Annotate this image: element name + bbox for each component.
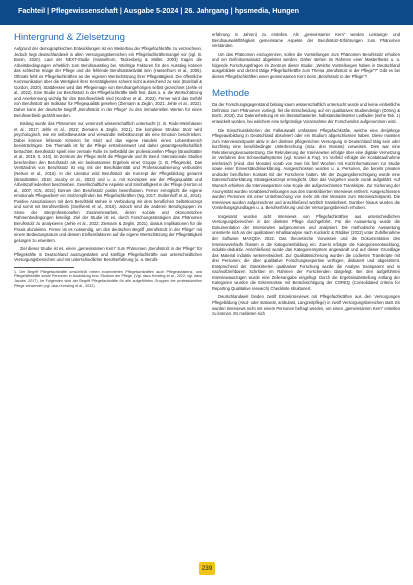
body-paragraph: Da der Forschungsgegenstand bislang kaum wissenschaftlich untersucht wurde und keine einheitliche Definition zum Phänomen vorliegt, fiel die Entscheidung auf ein qualitatives Studiendesign (Döring & Bortz, 2016). Zur Datenerhebung ist ein literaturbasierter, halbstandardisierter Leitfaden (siehe Tab. 1) entwickelt worden, bei welchem eine tiefgründige Vorannahme der Forschenden aufgenommen wird. (212, 102, 400, 125)
left-column (14, 32, 202, 288)
footnote: 1. Der Begriff Pflegefachkräfte umschließt neben examinierten Pflegefachkräften auch Pflegeassistenz- und Pflegehilfskräfte sowie Personen in Ausbildung bzw. Studium der Pflege. (Vgl. dazu Kersting et al., 2022; vgl. dazu Jacobs, 2017). Im Folgenden wird der Begriff Pflegefachkräfte für alle aufgeführten Gruppen der professionellen Pflege verwendet (vgl. dazu Kersting et al., 2022). (14, 269, 202, 288)
body-paragraph: Aufgrund der demographischen Entwicklungen ist ein Weiterbau der Pflegefachkräfte zu verzeichnen. Jedoch liegt deutschlandweit in allen Versorgungsbereichen ein Pflegefachkräftemangel vor (vgl. B. Bonin, 2020). Laut der NEXT-Studie (Hasselhorn, Tackenberg & Müller, 2003) tragen die Arbeitsbedingungen erheblich zum Berufsausstieg bei. Wichtige Faktoren für den Ausstieg können das schlechte Image der Pflege und die fehlende Berufsattraktivität sein (Hasselhorn et al., 2005). Oftmals fehlt es Pflegefachkräften an der eigenen Wertschätzung ihrer Pflegetätigkeit. Die öffentliche Kommunikation über die Wertigkeit ihrer Kerntätigkeiten scheint nicht ausreichend zu sein (Bomball & Gordon, 2020). Stattdessen wird das Pflegeimage von Berufsangehörigen selbst gezeichnet (Jehle et al., 2022). Eine Studie zur Berufsstolz in der Pflegefachkräfte stellt fest, dass u. a. die Wertschätzung und Anerkennung wichtig für den Berufsverbleib sind (Kordner et al., 2022). Ferner wird das Gefühl von Berufsstolz als Indikator für Pflegequalität gesehen (Ziemann & Zeglin, 2021; Jehle et al., 2022). Daher kann der deutsche Begriff „Berufsstolz in der Pflege“ zu den immateriellen Werten für einen Berufsverbleib gezählt werden. (14, 46, 202, 118)
body-paragraph: Um das Phänomen einzugrenzen, sollen die Vorstellungen zum Phänomen Berufsstolz erhoben und ein Definitionsansatz abgeleitet werden. Daher stehen im Rahmen einer Masterthesis u. a. folgende Forschungsfragen im Zentrum dieser Studie: „Welche Vorstellungen haben in Deutschland ausgebildete und derzeit tätige Pflegefachkräfte zum Thema „Berufsstolz in der Pflege“?“ Gibt es bei diesen Pflegefachkräften einen gemeinsamen Kern beim „Berufsstolz in der Pflege“? (212, 51, 400, 79)
section-heading-background: Hintergrund & Zielsetzung (14, 32, 125, 43)
page-header (0, 0, 413, 25)
body-paragraph: erfahrung in Jahren) zu erstellen. Als „gemeinsamer Kern“ werden Leistungs- und Berufsauswahlfähigkeit gemeinsame Aspekte der Berufsstolz-Erfahrungen zum Phänomen verstanden. (212, 32, 400, 49)
footnote-divider (14, 267, 74, 268)
header-title: Fachteil | Pflegewissenschaft | Ausgabe 5-2024 | 26. Jahrgang | hpsmedia, Hungen (18, 6, 299, 15)
page-number: 239 (199, 562, 215, 575)
right-column (212, 32, 400, 320)
body-paragraph: Bislang wurde das Phänomen nur vereinzelt wissenschaftlich untersucht (z. B. Rode-Weinhäuser et al., 2017; Jehle et al., 2022; Ziemann & Zeglin, 2021). Die komplexe Struktur Stolz wird psychologisch, wie ein selbstbewusste und verwandte Selbstkonzept als eine Emotion beschrieben. Dabei können fehlende Kriterien für Stolz auf das eigene Handeln einen Lebensbereich beeinträchtigen. Die Thematik ist für die Pflege erstrebenswert und daher gesamtgesellschaftlich betrachtet. Berufsstolz spielt eine zentrale Rolle im Selbstbild der professionellen Pflege (Brandstätter et al., 2019, S. 243). Im Zentrum der Pflege steht die Pflegende und ihr Beruf. Internationale Studien beschreiben den Berufsstolz als ein bedeutsames Ergebnis einer Gruppe (z. B. Pflegende). Das Verständnis von Berufsstolz ist eng mit der Berufsidentität und Professionalisierung verbunden (Nelson et al., 2015). In der Literatur wird Berufsstolz als Konzept der Pflegebildung genannt (Brandstätter, 2018; Jacoby et al., 2022) und u. a. mit Konzepten wie der Pflegequalität und Arbeitszufriedenheit beschrieben. Gesellschaftliche Aspekte und Sinnhaftigkeit in der Pflege (Horton et al., 2007; ICN, 2021) können den Berufsstolz positiv beeinflussen. Ferner ermöglicht die eigene emotionale Pflegearbeit¹ ein Stolzempfinden bei Pflegefachkräften (Ng, 2017; Stoltenhoff et al., 2014). Positive Assoziationen mit dem Berufsbild stehen in Verbindung mit dem beruflichen Selbstkonzept und somit mit Berufsverbleib (Snellventi et al., 2016). Jedoch sind die anderen Berufsgruppen im Sinne der interprofessionellen Zusammenarbeit, deren soziale und ökonomischen Rahmenbedingungen beteiligt. Ziel der Studie ist es, durch Forschungsstrategien das Phänomen Berufsstolz zu analysieren (Jehle et al., 2022; Ziemann & Zeglin, 2021), daraus Implikationen für die Praxis abzuleiten. Ferner ist es notwendig, um den deutschen Begriff „Berufsstolz in der Pflege“ mit einem Bedeutungsraum und dessen Einflussfaktoren auf die eigene Wertschätzung der Pflegetätigkeit gelungen zu erweitern. (14, 121, 202, 243)
body-paragraph: Insgesamt wurden acht Interviews von Pflegefachkräften aus unterschiedlichen Versorgungsbereichen in der direkten Pflege durchgeführt. Für die Auswertung wurde die Dokumentation der Interviewten aufgenommen und analysiert. Die methodische Auswertung orientierte sich an der qualitativen Inhaltsanalyse nach Kuckartz & Rädiker (2022) unter Zuhilfenahme der Software MAXQDA 2022. Das theoretische Vorwissen und die Dokumentation des Interviewverlaufs flossen in die Kategorienbildung ein. Zuerst erfolgte die Kategorienentwicklung, induktiv-deduktiv. Anschließend wurde das Kategoriensystem angewandt und auf dieser Grundlage das Material induktiv weiterentwickelt. Zur Qualitätssicherung wurden die codierten Transkripte mit drei Personen, die über qualitative Forschungsexpertise verfügen, diskutiert und abgestimmt. Entsprechend der Gütekriterien qualitativer Forschung wurde die Analyse transparent und in nachvollziehbaren Schritten im Rahmen der Forschenden dargelegt. Bei den aufgeführten Interviewauszügen wurde eine Zeilenangabe eingefügt. Durch die Ergebnisdarstellung entlang der Kategorien wurden die Erkenntnisse mit Berücksichtigung der COREQ (Consolidated criteria for Reporting Qualitative research) Checkliste strukturiert. (212, 213, 400, 291)
section-heading-methods: Methode (212, 88, 250, 100)
body-paragraph: Die Einschlusskriterien der Fallauswahl umfassten Pflegefachkräfte, welche eine dreijährige Pflegeausbildung in Deutschland absolviert oder ein Studium abgeschlossen haben. Diese mussten zum Interviewzeitpunkt aktiv in der direkten pflegerischen Versorgung in Deutschland tätig sein oder kurzfristig eine berufsbedingte Unterbrechung (max. drei Monate) vorweisen. Dies war eine Rekrutierungsvoraussetzung. Die Rekrutierung der Interviewten erfolgte über eine digitale Vernetzung im Verfahren des Schneeballsystems (vgl. Krusel & Fay). Im Vorfeld erfolgte die Kontaktaufnahme telefonisch (mind. drei Monate) vorab von zwei bis fünf Wochen mit Kurzinformationen zur Studie sowie einer Einverständniserklärung. Ausgeschlossen wurden u. a. Personen, die bereits privaten und/oder beruflichen Kontakt mit der Forscherin hatten. Mit der Zugangsberechtigung wurde eine Datenschutzerklärung Strategiekonzept ermöglicht. Über das Vorgehen wurde vorab aufgeklärt. Auf Wunsch erhielten die Interviewpartner eine Kopie der aufgezeichneten Transkripte. Zur Sicherung der Anonymität wurden Vorabbeschreibungen aus den transkribierten Interviews entfernt. Ausgeschlossen wurden Personen mit einer Unterbrechung von mehr als drei Monaten zum Interviewzeitpunkt. Die Interviews wurden aufgezeichnet und anschließend wörtlich transkribiert. Darüber hinaus wurden die Vorstellungsgrundlagen u. a. Berufserfahrung und der Versorgungsbereich erhoben. (212, 127, 400, 211)
body-paragraph: Ziel dieser Studie ist es, einen „gemeinsamen Kern“ zum Phänomen „Berufsstolz in der Pflege“ für Pflegekräfte in Deutschland auszugestalten und künftige Pflegefachkräfte aus unterschiedlichen Versorgungsbereichen und mit unterschiedlicher Berufserfahrung (u. a. Berufs- (14, 246, 202, 263)
body-paragraph: Deutschlandweit fanden zwölf Einzelinterviews mit Pflegefachkräften aus den Versorgungen Pflegebildung (Akut- oder stationär, ambulant, Langzeitpflege) in zwölf Versorgungsbereichen statt. Es wurden Interviews nicht mit einem Personen befragt werden, um einen „gemeinsamen Kern“ erstellen zu können. Es meldeten sich (212, 294, 400, 317)
